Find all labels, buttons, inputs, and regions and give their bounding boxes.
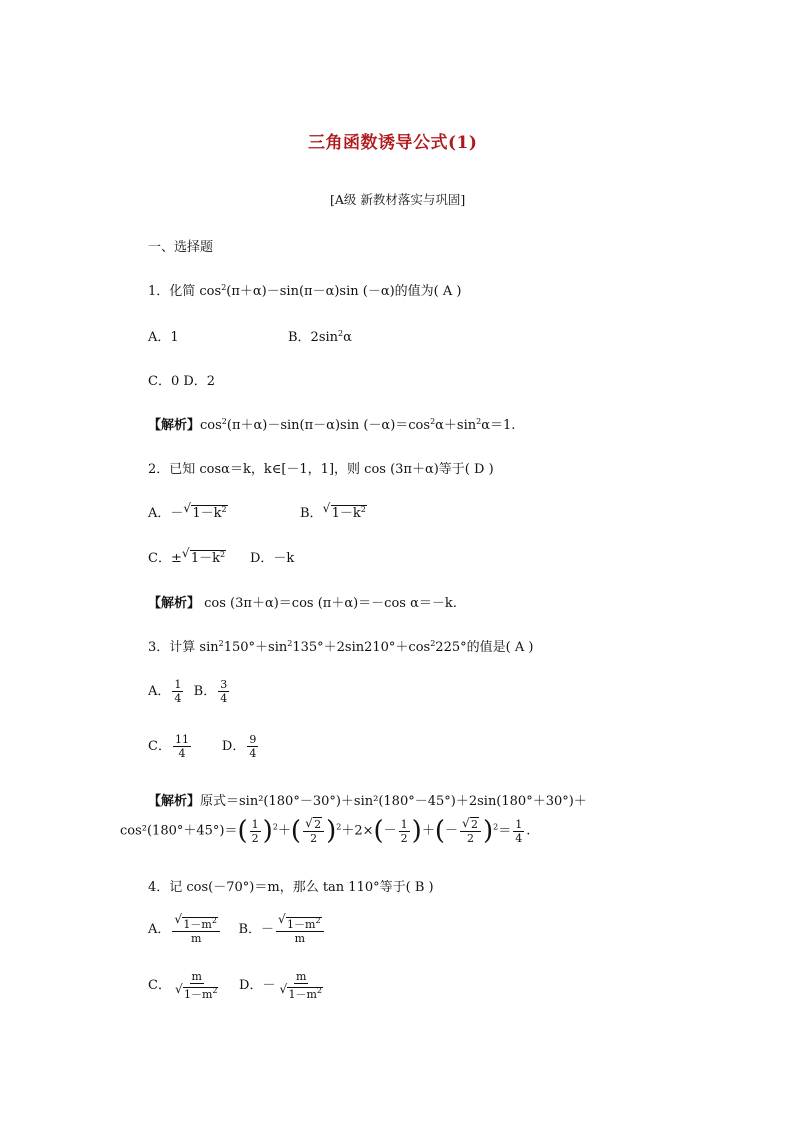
- numerator: m: [296, 970, 307, 983]
- denominator: 2: [310, 831, 318, 845]
- fraction: [173, 733, 191, 760]
- paren: ): [262, 816, 273, 846]
- fraction: [277, 970, 325, 1001]
- q3-opta-label: A．: [148, 684, 171, 699]
- q3-ans-line2-a: cos²(180°＋45°)＝: [120, 823, 238, 839]
- denominator: √ $1-m^2$: [173, 984, 221, 1001]
- q1-text-b: (π＋α)－sin(π－α)sin (－α)的值为( A ): [226, 284, 462, 299]
- question-3-stem: 3．计算 $\sin^2150^\circ+\sin^2135^\circ+2\sin 210^\circ+\cos^2225^\circ$的值是( A ): [148, 639, 534, 655]
- numerator: m: [191, 970, 202, 983]
- q2-opta-label: A．－: [148, 506, 184, 521]
- exponent: 2: [272, 822, 278, 832]
- numerator: [460, 818, 481, 832]
- exponent: 2: [493, 822, 499, 832]
- q4-optc-label: C．: [148, 978, 171, 993]
- question-2-answer: [148, 592, 457, 611]
- denominator: 2: [251, 831, 259, 845]
- section-heading: 一、选择题: [148, 240, 214, 255]
- q3-b: 150°＋sin: [223, 640, 288, 655]
- q1-ans-d: α＝1.: [481, 418, 516, 433]
- numerator: 9: [249, 733, 257, 746]
- radicand: 1－m: [183, 918, 212, 931]
- answer-label: 【解析】: [148, 418, 201, 433]
- fraction: [173, 970, 221, 1001]
- question-2-option-b: [300, 502, 367, 521]
- plus: ＋: [277, 823, 291, 839]
- denominator: 2: [467, 831, 475, 845]
- equals: ＝: [498, 823, 512, 839]
- question-3-options-cd: [148, 733, 260, 760]
- q2-optb-label: B．: [300, 506, 323, 521]
- period: .: [526, 823, 531, 839]
- paren: (: [290, 816, 302, 846]
- denominator: m: [190, 932, 202, 945]
- q1-ans-b: (π＋α)－sin(π－α)sin (－α)＝cos: [226, 418, 431, 433]
- denominator: m: [294, 932, 305, 945]
- q2-radicand: 1－k: [192, 506, 222, 521]
- q3-d: 225°的值是( A ): [435, 640, 534, 655]
- question-4-options-ab: [148, 914, 326, 945]
- fraction: [250, 818, 261, 845]
- question-1-option-b: B．$2\sin^2\alpha$: [288, 329, 352, 345]
- fraction: [172, 914, 220, 945]
- denominator: 4: [174, 692, 182, 705]
- q4-opta-label: A．: [148, 922, 171, 937]
- q4-optb-label: B．－: [238, 922, 275, 937]
- plus: ＋: [421, 823, 435, 839]
- question-3-answer-line1: [148, 790, 587, 809]
- numerator: 1: [251, 817, 259, 831]
- q2-ans-text: cos (3π＋α)＝cos (π＋α)＝－cos α＝－k.: [200, 596, 457, 611]
- question-4-stem: 4．记 cos(－70°)＝m，那么 tan 110°等于( B ): [148, 880, 434, 895]
- question-1-option-a: A．1: [148, 330, 179, 345]
- q1-text-a: 1．化简 cos: [148, 284, 222, 299]
- radicand: 1－m: [183, 988, 213, 1001]
- numerator: 3: [220, 678, 228, 691]
- radicand: 2: [471, 817, 479, 831]
- fraction: [399, 818, 410, 845]
- fraction: [172, 678, 183, 705]
- question-3-answer-line2: [120, 816, 530, 846]
- q2-optc-label: C．±: [148, 551, 182, 566]
- q2-radicand: 1－k: [331, 506, 361, 521]
- fraction: [218, 678, 229, 705]
- question-2-option-d: D．－k: [250, 551, 295, 566]
- question-3-options-ab: [148, 678, 231, 705]
- fraction: [513, 818, 524, 845]
- q3-optb-label: B．: [193, 684, 217, 699]
- times: ＋2×: [341, 823, 374, 839]
- q4-optd-label: D．－: [239, 978, 276, 993]
- question-1-answer: 【解析】$\cos^2(\pi+\alpha)-\sin(\pi-\alpha)\sin$ $(-\alpha)=\cos^2\alpha+\sin^2\alpha=1$.: [148, 417, 516, 433]
- question-1-options-cd: C．0 D．2: [148, 374, 216, 389]
- radicand: 1－m: [288, 988, 317, 1001]
- denominator: √ $1-m^2$: [277, 984, 325, 1001]
- answer-label: 【解析】: [148, 596, 201, 611]
- fraction: [303, 818, 324, 845]
- numerator: √ $1-m^2$: [276, 914, 324, 932]
- denominator: 2: [400, 831, 408, 845]
- radicand: 1－m: [287, 918, 316, 931]
- question-2-option-c: [148, 547, 226, 566]
- sqrt-symbol: √ $1-k^2$: [183, 502, 227, 521]
- paren: (: [237, 816, 248, 846]
- fraction: [247, 733, 258, 760]
- q3-ans-line1: 原式＝sin²(180°－30°)＋sin²(180°－45°)＋2sin(180°＋30°)＋: [200, 794, 587, 809]
- denominator: 4: [178, 747, 186, 760]
- exponent: 2: [336, 822, 342, 832]
- q3-optd-label: D．: [221, 739, 246, 754]
- numerator: 1: [174, 678, 182, 691]
- radicand: 2: [314, 817, 322, 831]
- fraction: [460, 818, 481, 845]
- neg: －: [445, 823, 459, 839]
- q1-optb-a: B．2sin: [288, 330, 339, 345]
- sqrt-symbol: √ $1-k^2$: [323, 502, 367, 521]
- q3-optc-label: C．: [148, 739, 171, 754]
- numerator: √ $1-m^2$: [172, 914, 220, 932]
- q3-c: 135°＋2sin210°＋cos: [292, 640, 431, 655]
- page-subtitle: [A级 新教材落实与巩固]: [330, 192, 466, 207]
- paren: (: [373, 816, 384, 846]
- question-1-stem: 1．化简 $\cos^2(\pi+\alpha)-\sin(\pi-\alpha)\sin$ (－α)的值为( A ): [148, 283, 462, 299]
- question-4-options-cd: [148, 970, 327, 1001]
- paren: ): [411, 816, 422, 846]
- numerator: [303, 818, 324, 832]
- question-2-option-a: [148, 502, 228, 521]
- question-2-stem: 2．已知 cosα＝k，k∈[－1，1]，则 cos (3π＋α)等于( D ): [148, 462, 494, 477]
- denominator: 4: [515, 831, 523, 845]
- numerator: 1: [400, 817, 408, 831]
- q1-ans-a: cos: [200, 418, 222, 433]
- q2-radicand: 1－k: [190, 551, 220, 566]
- paren: ): [483, 816, 494, 846]
- q1-ans-c: α＋sin: [435, 418, 477, 433]
- neg: －: [383, 823, 397, 839]
- q1-optb-b: α: [343, 330, 352, 345]
- fraction: [276, 914, 324, 945]
- numerator: 1: [515, 817, 523, 831]
- q3-a: 3．计算 sin: [148, 640, 219, 655]
- denominator: 4: [249, 747, 257, 760]
- page-title: 三角函数诱导公式(1): [308, 133, 478, 153]
- paren: (: [434, 816, 445, 846]
- denominator: 4: [220, 692, 228, 705]
- answer-label: 【解析】: [148, 794, 201, 809]
- paren: ): [326, 816, 337, 846]
- numerator: 11: [174, 733, 189, 746]
- sqrt-symbol: √ $1-k^2$: [182, 547, 226, 566]
